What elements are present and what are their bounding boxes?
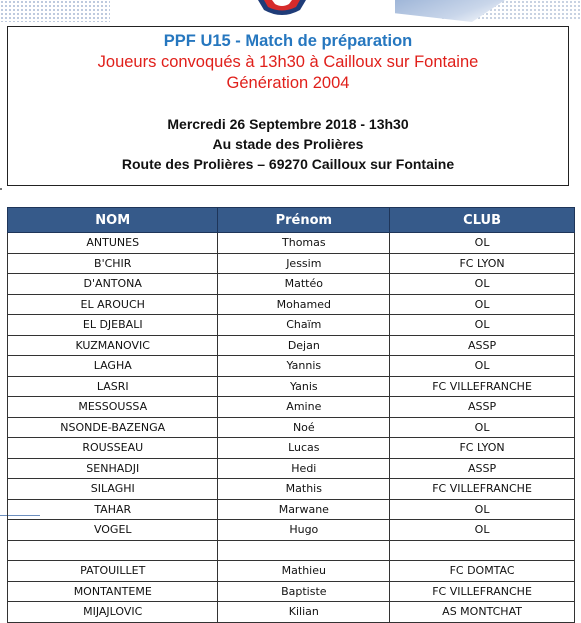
cell-nom: ROUSSEAU <box>8 438 218 459</box>
table-row <box>8 315 575 336</box>
cell-nom: MIJAJLOVIC <box>8 602 218 623</box>
table-row <box>8 294 575 315</box>
cell-club: OL <box>390 417 575 438</box>
cell-nom: LASRI <box>8 376 218 397</box>
table-row <box>8 376 575 397</box>
cell-nom: MONTANTEME <box>8 581 218 602</box>
cell-nom: ANTUNES <box>8 233 218 254</box>
decorative-dot-pattern-left <box>0 0 110 22</box>
table-row <box>8 561 575 582</box>
cell-nom: B'CHIR <box>8 253 218 274</box>
cell-prenom: Jessim <box>218 253 390 274</box>
table-row <box>8 458 575 479</box>
cell-club: FC VILLEFRANCHE <box>390 479 575 500</box>
cell-club: AS MONTCHAT <box>390 602 575 623</box>
cell-club: OL <box>390 356 575 377</box>
cell-prenom: Thomas <box>218 233 390 254</box>
cell-nom: EL AROUCH <box>8 294 218 315</box>
cell-prenom: Yanis <box>218 376 390 397</box>
cell-nom: SILAGHI <box>8 479 218 500</box>
table-row <box>8 602 575 623</box>
table-row <box>8 356 575 377</box>
column-header-nom: NOM <box>8 208 218 233</box>
table-row <box>8 397 575 418</box>
cell-prenom: Yannis <box>218 356 390 377</box>
table-row <box>8 274 575 295</box>
cell-club: ASSP <box>390 458 575 479</box>
cell-club: FC LYON <box>390 253 575 274</box>
table-row <box>8 581 575 602</box>
match-date: Mercredi 26 Septembre 2018 - 13h30 <box>167 116 409 132</box>
cell-nom: EL DJEBALI <box>8 315 218 336</box>
cell-nom: KUZMANOVIC <box>8 335 218 356</box>
table-row <box>8 417 575 438</box>
cell-nom: TAHAR <box>8 499 218 520</box>
cell-prenom: Baptiste <box>218 581 390 602</box>
roster-body <box>8 233 575 623</box>
cell-club: FC VILLEFRANCHE <box>390 581 575 602</box>
cell-prenom: Kilian <box>218 602 390 623</box>
cell-prenom: Lucas <box>218 438 390 459</box>
cell-club: OL <box>390 499 575 520</box>
cell-prenom: Hugo <box>218 520 390 541</box>
convocation-line: Joueurs convoqués à 13h30 à Cailloux sur Fontaine <box>97 53 479 71</box>
cell-club: OL <box>390 520 575 541</box>
cell-nom: LAGHA <box>8 356 218 377</box>
cell-club <box>390 540 575 561</box>
table-row <box>8 253 575 274</box>
cell-club: OL <box>390 294 575 315</box>
table-row <box>8 233 575 254</box>
cell-nom: PATOUILLET <box>8 561 218 582</box>
convocation-header-box <box>7 26 569 186</box>
table-row <box>8 540 575 561</box>
cell-prenom: Chaïm <box>218 315 390 336</box>
column-header-club: CLUB <box>390 208 575 233</box>
cell-prenom: Noé <box>218 417 390 438</box>
match-venue: Au stade des Prolières <box>212 136 364 152</box>
cell-prenom: Hedi <box>218 458 390 479</box>
cell-prenom: Mathis <box>218 479 390 500</box>
cell-club: FC VILLEFRANCHE <box>390 376 575 397</box>
table-row <box>8 335 575 356</box>
cell-nom: D'ANTONA <box>8 274 218 295</box>
cell-club: OL <box>390 315 575 336</box>
match-address: Route des Prolières – 69270 Cailloux sur Fontaine <box>121 156 455 172</box>
table-row <box>8 438 575 459</box>
cell-prenom: Mathieu <box>218 561 390 582</box>
cell-nom <box>8 540 218 561</box>
cell-club: OL <box>390 274 575 295</box>
cell-prenom: Dejan <box>218 335 390 356</box>
table-row <box>8 479 575 500</box>
cell-club: FC DOMTAC <box>390 561 575 582</box>
table-row <box>8 499 575 520</box>
margin-mark <box>0 188 2 190</box>
cell-nom: MESSOUSSA <box>8 397 218 418</box>
table-header-row <box>8 208 575 233</box>
cell-nom: VOGEL <box>8 520 218 541</box>
cell-nom: NSONDE-BAZENGA <box>8 417 218 438</box>
column-header-prenom: Prénom <box>218 208 390 233</box>
cell-prenom: Marwane <box>218 499 390 520</box>
cell-club: ASSP <box>390 397 575 418</box>
cell-club: ASSP <box>390 335 575 356</box>
cell-club: OL <box>390 233 575 254</box>
cell-nom: SENHADJI <box>8 458 218 479</box>
player-roster-table <box>7 207 575 623</box>
cell-prenom <box>218 540 390 561</box>
cell-prenom: Amine <box>218 397 390 418</box>
cell-prenom: Mohamed <box>218 294 390 315</box>
cell-prenom: Mattéo <box>218 274 390 295</box>
table-row <box>8 520 575 541</box>
match-title: PPF U15 - Match de préparation <box>163 32 413 50</box>
cell-club: FC LYON <box>390 438 575 459</box>
club-logo-icon <box>252 0 312 18</box>
generation-line: Génération 2004 <box>226 74 350 92</box>
